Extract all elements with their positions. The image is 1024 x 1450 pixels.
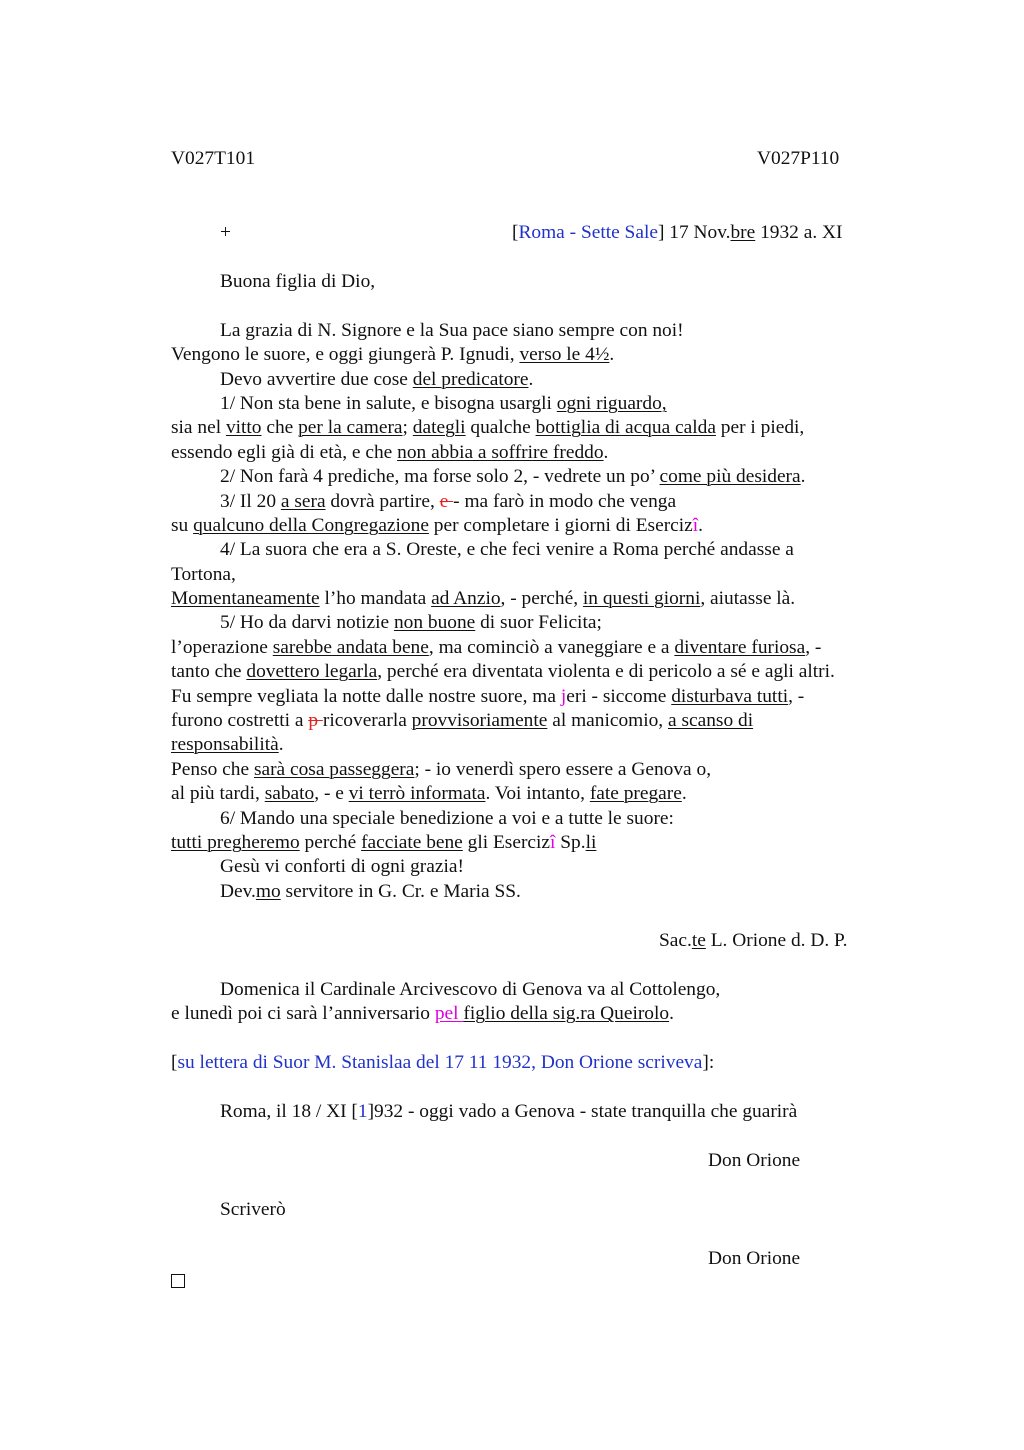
body-line: l’operazione sarebbe andata bene, ma cominciò a vaneggiare e a diventare furiosa, -	[171, 637, 822, 658]
editorial-mark: î	[550, 832, 556, 853]
body-line: 4/ La suora che era a S. Oreste, e che feci venire a Roma perché andasse a	[220, 539, 794, 560]
cross-mark: +	[220, 222, 231, 243]
body-line: sia nel vitto che per la camera; dategli qualche bottiglia di acqua calda per i piedi,	[171, 417, 805, 438]
body-line: tanto che dovettero legarla, perché era diventata violenta e di pericolo a sé e agli altri.	[171, 661, 835, 682]
editorial-note: [su lettera di Suor M. Stanislaa del 17 11 1932, Don Orione scriveva]:	[171, 1052, 715, 1073]
body-line: Tortona,	[171, 564, 236, 585]
closing-line: Dev.mo servitore in G. Cr. e Maria SS.	[220, 881, 521, 902]
ps-line: Domenica il Cardinale Arcivescovo di Genova va al Cottolengo,	[220, 979, 721, 1000]
end-box-icon	[171, 1274, 185, 1288]
note-line: Roma, il 18 / XI [1]932 - oggi vado a Genova - state tranquilla che guarirà	[220, 1101, 798, 1122]
editorial-mark: pel	[434, 1003, 464, 1024]
body-line: su qualcuno della Congregazione per completare i giorni di Esercizî.	[171, 515, 704, 536]
body-line: essendo egli già di età, e che non abbia a soffrire freddo.	[171, 442, 609, 463]
place-date-line: [Roma - Sette Sale] 17 Nov.bre 1932 a. XI	[512, 222, 843, 243]
body-line: al più tardi, sabato, - e vi terrò informata. Voi intanto, fate pregare.	[171, 783, 687, 804]
body-line: Momentaneamente l’ho mandata ad Anzio, - perché, in questi giorni, aiutasse là.	[171, 588, 796, 609]
signature: Don Orione	[708, 1248, 801, 1269]
end-mark	[171, 1271, 185, 1295]
salutation: Buona figlia di Dio,	[220, 271, 376, 292]
body-line: responsabilità.	[171, 734, 284, 755]
body-line: furono costretti a p ricoverarla provvisoriamente al manicomio, a scanso di	[171, 710, 754, 731]
signature: Sac.te L. Orione d. D. P.	[659, 930, 848, 951]
body-line: Penso che sarà cosa passeggera; - io venerdì spero essere a Genova o,	[171, 759, 712, 780]
place-editorial: Roma - Sette Sale	[518, 222, 658, 243]
body-line: 6/ Mando una speciale benedizione a voi e a tutte le suore:	[220, 808, 674, 829]
note-line: Scriverò	[220, 1199, 286, 1220]
body-line: Fu sempre vegliata la notte dalle nostre suore, ma jeri - siccome disturbava tutti, -	[171, 686, 805, 707]
body-line: Devo avvertire due cose del predicatore.	[220, 369, 534, 390]
ps-line: e lunedì poi ci sarà l’anniversario pel figlio della sig.ra Queirolo.	[171, 1003, 674, 1024]
body-line: 1/ Non sta bene in salute, e bisogna usargli ogni riguardo,	[220, 393, 667, 414]
body-line: tutti pregheremo perché facciate bene gli Esercizî Sp.li	[171, 832, 597, 853]
deleted-text: e	[439, 491, 454, 512]
body-line: 2/ Non farà 4 prediche, ma forse solo 2, - vedrete un po’ come più desidera.	[220, 466, 806, 487]
editorial-mark: j	[560, 686, 567, 707]
deleted-text: p	[308, 710, 323, 731]
body-line: La grazia di N. Signore e la Sua pace siano sempre con noi!	[220, 320, 684, 341]
signature: Don Orione	[708, 1150, 801, 1171]
body-line: 3/ Il 20 a sera dovrà partire, e - ma farò in modo che venga	[220, 491, 677, 512]
document-code-left: V027T101	[171, 148, 256, 169]
body-line: 5/ Ho da darvi notizie non buone di suor Felicita;	[220, 612, 602, 633]
body-line: Gesù vi conforti di ogni grazia!	[220, 856, 464, 877]
document-code-right: V027P110	[757, 148, 840, 169]
body-line: Vengono le suore, e oggi giungerà P. Ignudi, verso le 4½.	[171, 344, 615, 365]
editorial-mark: î	[692, 515, 699, 536]
